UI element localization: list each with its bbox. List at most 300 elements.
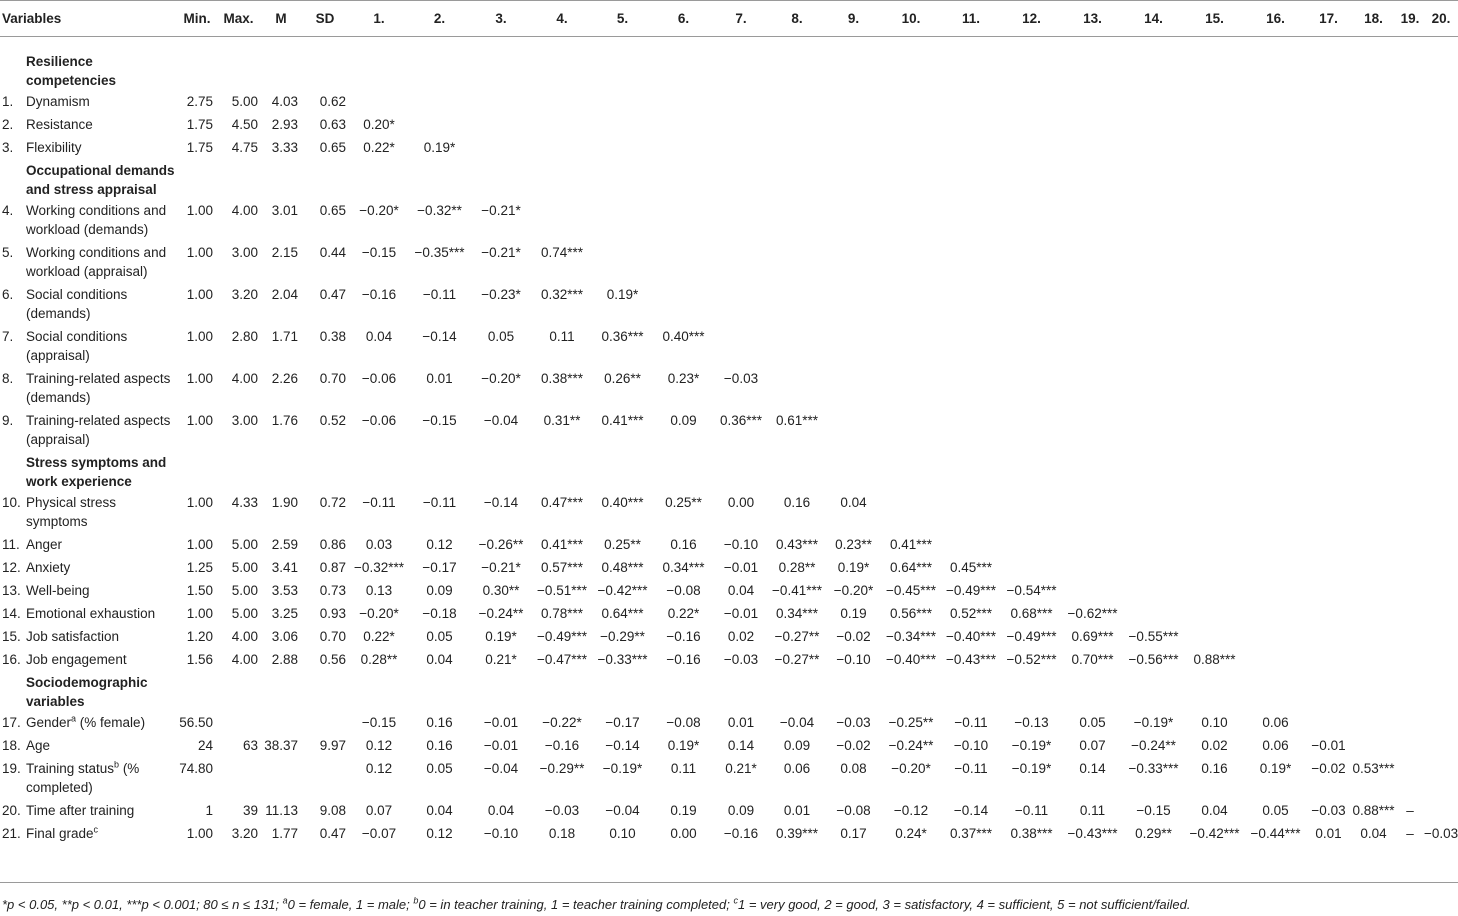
table-row — [0, 491, 1458, 533]
row-label — [26, 648, 178, 671]
header-col: Min. — [178, 1, 216, 37]
correlation-cell — [1062, 113, 1123, 136]
section-spacer — [0, 159, 26, 199]
stat-cell: 5.00 — [231, 583, 259, 598]
correlation-cell: 0.09 — [727, 803, 755, 818]
correlation-cell — [1306, 533, 1351, 556]
correlation-cell — [1351, 556, 1396, 579]
stat-cell: 0.93 — [319, 606, 347, 621]
stat-cell: 5.00 — [231, 537, 259, 552]
correlation-cell: −0.03 — [723, 652, 759, 667]
correlation-cell — [1351, 625, 1396, 648]
correlation-cell — [768, 325, 826, 367]
correlation-cell: 0.38*** — [1010, 826, 1053, 841]
correlation-cell: −0.19* — [1011, 761, 1052, 776]
header-col: 5. — [592, 1, 653, 37]
stat-cell: 1.25 — [186, 560, 214, 575]
correlation-cell — [1396, 113, 1424, 136]
correlation-cell: −0.27** — [774, 629, 820, 644]
correlation-cell — [1001, 136, 1062, 159]
correlation-cell: 0.22* — [667, 606, 700, 621]
header-col: 2. — [409, 1, 470, 37]
stat-cell: 11.13 — [265, 803, 299, 818]
header-col: 15. — [1184, 1, 1245, 37]
stat-cell: 1.00 — [186, 413, 214, 428]
stat-cell: 0.65 — [319, 140, 347, 155]
row-label-text: Working conditions and workload (demands) — [26, 203, 167, 237]
stat-cell: 1.00 — [186, 371, 214, 386]
table-row — [0, 648, 1458, 671]
correlation-cell — [1001, 199, 1062, 241]
correlation-cell — [1245, 199, 1306, 241]
row-index: 12. — [2, 560, 21, 575]
correlation-cell — [941, 367, 1001, 409]
correlation-cell — [1245, 533, 1306, 556]
correlation-cell — [1424, 556, 1458, 579]
correlation-cell: −0.32** — [417, 203, 462, 218]
correlation-cell: 0.06 — [1262, 715, 1289, 730]
correlation-cell: −0.08 — [666, 715, 701, 730]
correlation-cell — [1424, 734, 1458, 757]
correlation-cell — [1062, 556, 1123, 579]
correlation-cell — [470, 90, 532, 113]
header-col: Max. — [216, 1, 261, 37]
correlation-cell: 0.04 — [487, 803, 515, 818]
stat-cell: 3.20 — [231, 826, 259, 841]
correlation-cell — [1062, 367, 1123, 409]
correlation-cell: 0.18 — [548, 826, 576, 841]
correlation-cell: 0.01 — [727, 715, 755, 730]
correlation-cell — [1351, 648, 1396, 671]
correlation-cell: 0.03 — [365, 537, 393, 552]
header-col: M — [261, 1, 301, 37]
correlation-cell — [1184, 283, 1245, 325]
correlation-cell — [1245, 409, 1306, 451]
row-label-suffix: (% female) — [76, 715, 146, 730]
correlation-cell: −0.08 — [836, 803, 871, 818]
stat-cell — [301, 711, 349, 734]
stat-cell: 1.00 — [186, 495, 214, 510]
correlation-cell: −0.04 — [483, 761, 519, 776]
correlation-cell — [1396, 734, 1424, 757]
correlation-cell: −0.34*** — [886, 629, 936, 644]
footnote-sup-c: c — [733, 895, 738, 906]
correlation-cell: 0.04 — [365, 329, 393, 344]
correlation-cell — [1184, 241, 1245, 283]
stat-cell: 0.70 — [319, 629, 347, 644]
correlation-cell — [1001, 283, 1062, 325]
correlation-cell — [941, 90, 1001, 113]
row-label — [26, 325, 178, 367]
table-footnote — [0, 882, 1458, 912]
correlation-cell — [1424, 90, 1458, 113]
stat-cell: 0.87 — [319, 560, 347, 575]
correlation-cell — [941, 325, 1001, 367]
correlation-cell — [653, 283, 714, 325]
correlation-cell: 0.32*** — [540, 287, 584, 302]
stat-cell: 3.01 — [271, 203, 299, 218]
correlation-cell — [1123, 579, 1184, 602]
correlation-cell: −0.24** — [1131, 738, 1176, 753]
correlation-cell: −0.27** — [774, 652, 820, 667]
correlation-cell — [1123, 90, 1184, 113]
correlation-cell: 0.00 — [670, 826, 697, 841]
correlation-cell: 0.43*** — [775, 537, 819, 552]
row-index: 21. — [2, 826, 21, 841]
correlation-cell — [1001, 90, 1062, 113]
row-index: 3. — [2, 140, 14, 155]
row-index: 11. — [2, 537, 20, 552]
correlation-cell: 0.25** — [665, 495, 702, 510]
stat-cell: 1.75 — [186, 117, 214, 132]
correlation-cell: 0.28** — [360, 652, 398, 667]
stat-cell: 0.56 — [319, 652, 347, 667]
correlation-cell — [1123, 409, 1184, 451]
correlation-cell: −0.44*** — [1250, 826, 1301, 841]
row-label — [26, 136, 178, 159]
correlation-cell: 0.38*** — [540, 371, 584, 386]
row-label-text: Flexibility — [26, 140, 82, 155]
correlation-cell — [714, 283, 768, 325]
stat-cell: 3.25 — [271, 606, 299, 621]
correlation-cell — [881, 325, 941, 367]
correlation-cell — [1306, 409, 1351, 451]
correlation-cell: −0.20* — [481, 371, 521, 386]
correlation-cell — [1245, 241, 1306, 283]
section-spacer — [0, 37, 26, 91]
correlation-cell — [768, 283, 826, 325]
correlation-cell: 0.39*** — [775, 826, 819, 841]
correlation-cell — [881, 113, 941, 136]
header-col: 6. — [653, 1, 714, 37]
row-label — [26, 533, 178, 556]
correlation-cell: 0.19* — [667, 738, 700, 753]
stat-cell — [301, 757, 349, 799]
correlation-cell: 0.12 — [365, 738, 393, 753]
correlation-cell: 0.12 — [426, 537, 453, 552]
correlation-cell: −0.16 — [361, 287, 397, 302]
correlation-cell — [1062, 90, 1123, 113]
correlation-cell: −0.16 — [544, 738, 580, 753]
correlation-cell — [1424, 199, 1458, 241]
correlation-cell — [1245, 113, 1306, 136]
correlation-cell: −0.07 — [361, 826, 397, 841]
header-row — [0, 1, 1458, 37]
header-col: 11. — [941, 1, 1001, 37]
correlation-cell: 0.52*** — [949, 606, 993, 621]
correlation-cell: −0.11 — [954, 761, 988, 776]
correlation-cell: 0.05 — [426, 629, 453, 644]
stat-cell: 4.75 — [231, 140, 259, 155]
correlation-cell: 0.05 — [1262, 803, 1289, 818]
correlation-cell — [1245, 556, 1306, 579]
table-row — [0, 579, 1458, 602]
correlation-cell — [1396, 602, 1424, 625]
correlation-cell: −0.24** — [888, 738, 934, 753]
correlation-cell: 0.40*** — [662, 329, 705, 344]
stat-cell: 3.00 — [231, 245, 259, 260]
correlation-cell — [1123, 602, 1184, 625]
correlation-cell — [1306, 90, 1351, 113]
stat-cell: 2.04 — [271, 287, 299, 302]
correlation-cell — [941, 136, 1001, 159]
stat-cell: 39 — [242, 803, 259, 818]
section-spacer — [0, 451, 26, 491]
stat-cell: 0.70 — [319, 371, 347, 386]
stat-cell: 0.72 — [319, 495, 347, 510]
header-col: 16. — [1245, 1, 1306, 37]
correlation-cell: 0.14 — [727, 738, 755, 753]
correlation-cell — [1306, 199, 1351, 241]
correlation-cell: −0.13 — [1014, 715, 1049, 730]
correlation-cell — [1351, 491, 1396, 533]
correlation-cell: −0.19* — [1011, 738, 1052, 753]
row-index: 1. — [2, 94, 14, 109]
row-label-text: Physical stress symptoms — [26, 495, 117, 529]
correlation-cell: −0.23* — [481, 287, 521, 302]
table-row — [0, 625, 1458, 648]
table-row — [0, 533, 1458, 556]
correlation-cell — [1062, 579, 1123, 602]
correlation-cell — [941, 283, 1001, 325]
section-heading: Occupational demands and stress appraisal — [26, 163, 175, 197]
correlation-cell: −0.41*** — [772, 583, 822, 598]
correlation-cell: −0.22* — [542, 715, 582, 730]
correlation-cell: 0.37*** — [949, 826, 993, 841]
stat-cell: 0.65 — [319, 203, 347, 218]
correlation-cell — [592, 241, 653, 283]
correlation-cell — [1424, 325, 1458, 367]
header-col: 14. — [1123, 1, 1184, 37]
correlation-cell — [1184, 533, 1245, 556]
correlation-cell: −0.03 — [1424, 826, 1458, 841]
correlation-cell: 0.61*** — [775, 413, 819, 428]
stat-cell: 24 — [197, 738, 214, 753]
correlation-cell — [881, 409, 941, 451]
correlation-cell — [1351, 409, 1396, 451]
row-index: 4. — [2, 203, 14, 218]
row-index: 13. — [2, 583, 21, 598]
correlation-cell: −0.15 — [361, 715, 397, 730]
correlation-cell: 0.88*** — [1193, 652, 1236, 667]
correlation-cell — [881, 90, 941, 113]
correlation-cell: −0.42*** — [1189, 826, 1240, 841]
stat-cell: 3.33 — [271, 140, 299, 155]
stat-cell: 0.86 — [319, 537, 347, 552]
stat-cell: 1.00 — [186, 826, 214, 841]
table-row — [0, 799, 1458, 822]
correlation-cell — [1351, 90, 1396, 113]
footnote-sup-b: b — [413, 895, 419, 906]
stat-cell: 3.41 — [271, 560, 299, 575]
correlation-cell: −0.40*** — [886, 652, 936, 667]
stat-cell: 1.00 — [186, 287, 214, 302]
row-index: 14. — [2, 606, 21, 621]
header-col: 1. — [349, 1, 409, 37]
correlation-cell — [1351, 367, 1396, 409]
row-label-text: Resistance — [26, 117, 93, 132]
correlation-cell — [941, 241, 1001, 283]
header-col: 4. — [532, 1, 592, 37]
correlation-cell: −0.10 — [723, 537, 759, 552]
correlation-cell: 0.16 — [426, 715, 453, 730]
correlation-cell: 0.06 — [1262, 738, 1289, 753]
correlation-cell: 0.78*** — [540, 606, 584, 621]
correlation-cell — [532, 113, 592, 136]
correlation-cell — [1062, 409, 1123, 451]
correlation-cell: 0.01 — [426, 371, 453, 386]
correlation-cell: −0.10 — [836, 652, 871, 667]
correlation-cell — [1123, 136, 1184, 159]
correlation-cell: 0.22* — [363, 140, 395, 155]
correlation-cell — [1424, 283, 1458, 325]
row-label-footnote-marker: b — [114, 759, 120, 770]
correlation-cell — [941, 533, 1001, 556]
row-label — [26, 579, 178, 602]
correlation-cell: 0.57*** — [540, 560, 584, 575]
correlation-cell — [768, 136, 826, 159]
stat-cell: 1.71 — [271, 329, 299, 344]
correlation-cell: 0.19 — [840, 606, 867, 621]
correlation-cell: 0.69*** — [1071, 629, 1114, 644]
correlation-cell: −0.10 — [953, 738, 989, 753]
table-row — [0, 283, 1458, 325]
stat-cell: 4.00 — [231, 652, 259, 667]
section-heading: Sociodemographic variables — [26, 675, 148, 709]
correlation-cell: 0.01 — [1315, 826, 1342, 841]
stat-cell: 0.47 — [319, 287, 347, 302]
correlation-cell — [1424, 625, 1458, 648]
correlation-cell — [1001, 533, 1062, 556]
correlation-cell — [941, 113, 1001, 136]
correlation-cell: −0.06 — [361, 371, 397, 386]
row-index: 18. — [2, 738, 21, 753]
correlation-cell: −0.02 — [1311, 761, 1346, 776]
row-label — [26, 241, 178, 283]
correlation-cell: 0.36*** — [601, 329, 644, 344]
correlation-cell — [1184, 136, 1245, 159]
section-spacer — [0, 671, 26, 711]
correlation-cell — [714, 199, 768, 241]
correlation-cell — [826, 283, 881, 325]
row-index: 16. — [2, 652, 21, 667]
correlation-cell — [714, 325, 768, 367]
correlation-cell — [826, 199, 881, 241]
correlation-cell: −0.14 — [422, 329, 457, 344]
correlation-cell — [1245, 579, 1306, 602]
stat-cell: 2.15 — [271, 245, 299, 260]
correlation-cell — [1424, 367, 1458, 409]
stat-cell: 1.00 — [186, 329, 214, 344]
correlation-cell: −0.56*** — [1128, 652, 1179, 667]
correlation-cell — [1306, 367, 1351, 409]
stat-cell: 2.80 — [231, 329, 259, 344]
correlation-cell: −0.01 — [723, 606, 759, 621]
correlation-cell: −0.17 — [605, 715, 640, 730]
correlation-cell: 0.09 — [670, 413, 697, 428]
footnote-sup-a: a — [282, 895, 288, 906]
table-row — [0, 241, 1458, 283]
correlation-cell — [881, 367, 941, 409]
footnote-training-coding: 0 = in teacher training, 1 = teacher training completed; — [418, 897, 734, 912]
correlation-cell: 0.12 — [426, 826, 453, 841]
stat-cell: 1.77 — [271, 826, 299, 841]
correlation-cell: −0.04 — [605, 803, 640, 818]
correlation-cell: 0.40*** — [601, 495, 644, 510]
correlation-cell: −0.49*** — [946, 583, 996, 598]
correlation-cell — [1396, 579, 1424, 602]
correlation-cell — [532, 199, 592, 241]
correlation-cell: −0.20* — [359, 203, 399, 218]
correlation-cell: 0.23* — [667, 371, 700, 386]
correlation-cell — [349, 90, 409, 113]
correlation-cell: 0.16 — [670, 537, 697, 552]
correlation-cell: 0.16 — [783, 495, 811, 510]
stat-cell — [216, 711, 261, 734]
correlation-cell — [1123, 325, 1184, 367]
stat-cell: 38.37 — [264, 738, 299, 753]
correlation-cell: 0.30** — [482, 583, 520, 598]
correlation-cell — [1245, 625, 1306, 648]
correlation-cell — [1396, 757, 1424, 799]
correlation-cell: 0.19* — [1259, 761, 1292, 776]
correlation-cell — [653, 136, 714, 159]
correlation-cell: 0.41*** — [889, 537, 933, 552]
correlation-cell — [1424, 711, 1458, 734]
correlation-cell: −0.03 — [723, 371, 759, 386]
correlation-cell — [653, 90, 714, 113]
correlation-cell — [1396, 409, 1424, 451]
header-col: 19. — [1396, 1, 1424, 37]
correlation-cell: 0.04 — [1201, 803, 1228, 818]
correlation-cell: −0.06 — [361, 413, 397, 428]
correlation-cell — [1424, 799, 1458, 822]
correlation-cell — [1396, 283, 1424, 325]
correlation-cell: −0.40*** — [946, 629, 996, 644]
correlation-cell: −0.16 — [723, 826, 759, 841]
row-index: 7. — [2, 329, 14, 344]
correlation-cell — [768, 113, 826, 136]
correlation-cell: −0.11 — [422, 495, 457, 510]
correlation-cell — [1424, 757, 1458, 799]
table-row — [0, 757, 1458, 799]
row-label-footnote-marker: c — [93, 824, 99, 835]
correlation-cell — [653, 199, 714, 241]
correlation-cell: 0.22* — [363, 629, 395, 644]
table-row — [0, 325, 1458, 367]
correlation-cell — [1001, 367, 1062, 409]
row-label — [26, 799, 178, 822]
correlation-cell — [941, 491, 1001, 533]
correlation-cell: 0.07 — [365, 803, 393, 818]
table-row — [0, 602, 1458, 625]
correlation-cell — [1062, 199, 1123, 241]
correlation-cell — [1396, 136, 1424, 159]
correlation-cell — [1001, 241, 1062, 283]
correlation-cell — [592, 113, 653, 136]
correlation-cell: 0.07 — [1079, 738, 1106, 753]
table-row — [0, 409, 1458, 451]
section-fill — [178, 671, 1458, 711]
correlation-cell — [1062, 241, 1123, 283]
stat-cell: 4.00 — [231, 629, 259, 644]
stat-cell: 1.20 — [186, 629, 214, 644]
stat-cell: 0.38 — [319, 329, 347, 344]
correlation-cell: 0.06 — [783, 761, 811, 776]
header-variables: Variables — [0, 1, 178, 37]
correlation-cell — [1396, 367, 1424, 409]
correlation-cell — [1306, 241, 1351, 283]
